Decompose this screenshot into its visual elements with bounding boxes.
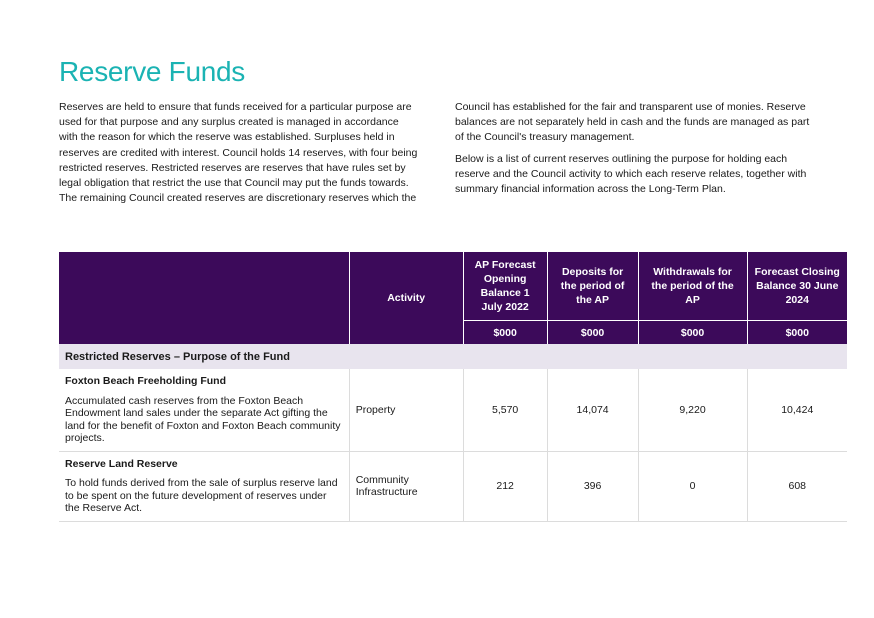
fund-cell	[59, 451, 349, 521]
activity-cell: Community Infrastructure	[349, 451, 463, 521]
activity-cell: Property	[349, 369, 463, 451]
header-activity: Activity	[349, 252, 463, 344]
header-blank	[59, 252, 349, 344]
fund-name: Foxton Beach Freeholding Fund	[65, 375, 226, 387]
section-label: Restricted Reserves – Purpose of the Fund	[59, 344, 847, 369]
reserve-funds-table	[59, 252, 847, 522]
fund-cell	[59, 369, 349, 451]
intro-column-left	[59, 100, 419, 212]
table-row	[59, 451, 847, 521]
unit-label: $000	[638, 321, 747, 345]
intro-paragraph: Reserves are held to ensure that funds received for a particular purpose are used for that purpose and any surplus created is managed in accordance with the reason for which the reserve was established. Surpluses held in reserves are credited with interest. Council holds 14 reserves, with four being restricted reserves. Restricted reserves are reserves that have rules set by legal obligation that restrict the use that Council may put the funds towards. The remaining Council created reserves are discretionary reserves which the	[59, 101, 418, 205]
intro-paragraph: Council has established for the fair and transparent use of monies. Reserve balances are not separately held in cash and the funds are managed as part of the Council's treasury management.	[455, 101, 810, 144]
fund-description: To hold funds derived from the sale of surplus reserve land to be spent on the future development of reserves under the Reserve Act.	[65, 477, 338, 514]
header-withdrawals: Withdrawals for the period of the AP	[638, 252, 747, 321]
withdrawals-cell: 9,220	[638, 369, 747, 451]
deposits-cell: 396	[547, 451, 638, 521]
unit-label: $000	[747, 321, 847, 345]
table-row	[59, 369, 847, 451]
opening-balance-cell: 5,570	[463, 369, 547, 451]
table-header-row	[59, 252, 847, 321]
deposits-cell: 14,074	[547, 369, 638, 451]
withdrawals-cell: 0	[638, 451, 747, 521]
unit-label: $000	[547, 321, 638, 345]
section-row	[59, 344, 847, 369]
header-closing-balance: Forecast Closing Balance 30 June 2024	[747, 252, 847, 321]
header-opening-balance: AP Forecast Opening Balance 1 July 2022	[463, 252, 547, 321]
intro-paragraph: Below is a list of current reserves outlining the purpose for holding each reserve and the Council activity to which each reserve relates, together with summary financial information across the Long-Term Plan.	[455, 152, 807, 196]
header-deposits: Deposits for the period of the AP	[547, 252, 638, 321]
closing-balance-cell: 608	[747, 451, 847, 521]
unit-label: $000	[463, 321, 547, 345]
intro-column-right	[455, 100, 815, 203]
fund-description: Accumulated cash reserves from the Foxton Beach Endowment land sales under the separate Act gifting the land for the benefit of Foxton and Foxton Beach community projects.	[65, 394, 341, 444]
fund-name: Reserve Land Reserve	[65, 457, 178, 470]
page-title: Reserve Funds	[59, 56, 245, 87]
closing-balance-cell: 10,424	[747, 369, 847, 451]
opening-balance-cell: 212	[463, 451, 547, 521]
